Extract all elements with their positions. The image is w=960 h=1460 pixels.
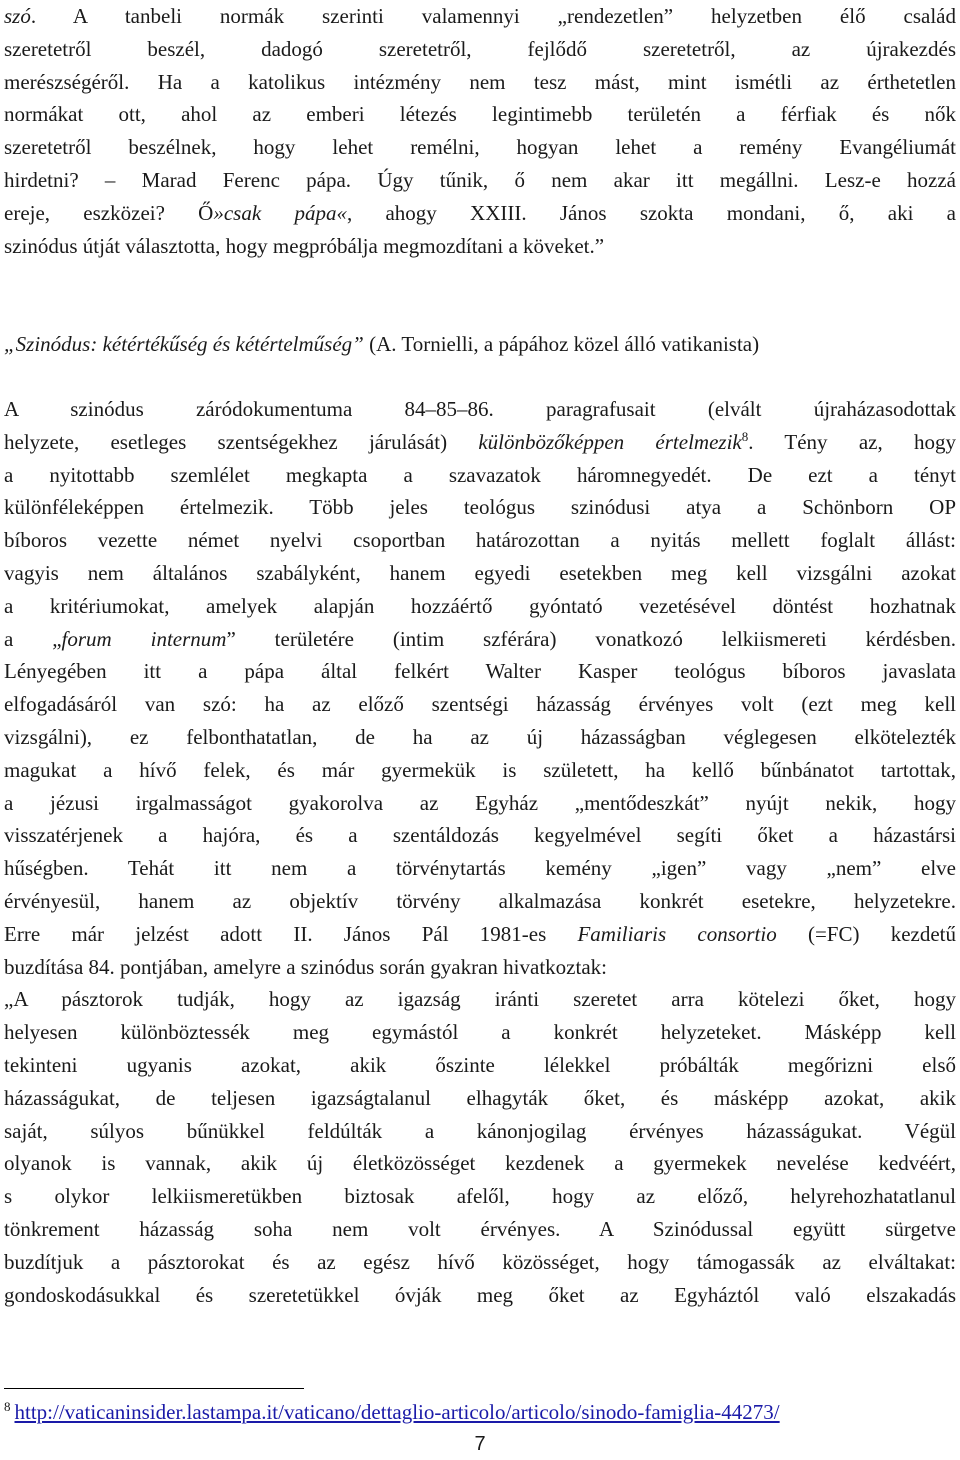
footnote-link[interactable]: http://vaticaninsider.lastampa.it/vaticano/dettaglio-articolo/articolo/sinodo-famiglia-44273/ — [14, 1400, 780, 1424]
text-line: a jézusi irgalmasságot gyakorolva az Egyház „mentődeszkát” nyújt nekik, hogy — [4, 790, 956, 815]
footnote-reference[interactable]: 8 — [741, 428, 749, 444]
footnote — [4, 1398, 780, 1426]
text-line: visszatérjenek a hajóra, és a szentáldozás kegyelmével segíti őket a házastársi — [4, 823, 956, 848]
text-line: vagyis nem általános szabályként, hanem egyedi esetekben meg kell vizsgálni azokat — [4, 560, 956, 585]
quote-line: s olykor lelkiismeretükben biztosak afelől, hogy az előző, helyrehozhatatlanul — [4, 1184, 956, 1209]
text-line: érvényesül, hanem az objektív törvény alkalmazása konkrét esetekre, helyzetekre. — [4, 888, 956, 913]
text-line: A szinódus záródokumentuma 84–85–86. paragrafusait (elvált újraházasodottak — [4, 397, 956, 421]
forum-internum-italic: forum internum — [61, 626, 227, 651]
footnote-divider — [4, 1388, 304, 1389]
kulonbozokeppen-italic: különbözőképpen értelmezik — [478, 429, 742, 454]
text-line: a „forum internum” területére (intim szférára) vonatkozó lelkiismereti kérdésben. — [4, 626, 956, 651]
heading-title: „Szinódus: kétértékűség és kétértelműség” — [4, 332, 364, 356]
quote-line: saját, súlyos bűnükkel feldúlták a kánonjogilag érvényes házasságukat. Végül — [4, 1118, 956, 1143]
text-line: Lényegében itt a pápa által felkért Walter Kasper teológus bíboros javaslata — [4, 659, 956, 684]
top-paragraph — [4, 0, 956, 262]
quote-line: olyanok is vannak, akik új életközösséget kezdenek a gyermekek nevelése kedvéért, — [4, 1151, 956, 1176]
text-line: helyzete, esetleges szentségekhez járulását) különbözőképpen értelmezik$^8$. Tény az, hogy — [4, 428, 956, 454]
quote-line: helyesen különböztessék meg egymástól a konkrét helyzeteket. Másképp kell — [4, 1020, 956, 1045]
quote-line: „A pásztorok tudják, hogy az igazság iránti szeretet arra kötelezi őket, hogy — [4, 987, 956, 1012]
quote-line: tekinteni ugyanis azokat, akik őszinte lélekkel próbálták megőrizni első — [4, 1052, 956, 1077]
text-line: merészségéről. Ha a katolikus intézmény nem tesz mást, mint ismétli az érthetetlen — [4, 69, 956, 94]
main-paragraph — [4, 393, 956, 1311]
csak-papa-italic: »csak pápa« — [213, 200, 347, 225]
footnote-number: 8 — [4, 1399, 11, 1414]
quote-line: házasságukat, de teljesen igazságtalanul elhagyták őket, és másképp azokat, akik — [4, 1085, 956, 1110]
quote-line: tönkrement házasság soha nem volt érvényes. A Szinódussal együtt sürgetve — [4, 1216, 956, 1241]
text-line: elfogadásáról van szó: ha az előző szentségi házasság érvényes volt (ezt meg kell — [4, 692, 956, 717]
text-line: buzdítása 84. pontjában, amelyre a szinódus során gyakran hivatkoztak: — [4, 954, 607, 979]
text-line: különféleképpen értelmezik. Több jeles teológus szinódusi atya a Schönborn OP — [4, 495, 956, 520]
heading-attribution: (A. Tornielli, a pápához közel álló vatikanista) — [363, 332, 760, 356]
text-line: szinódus útját választotta, hogy megpróbálja megmozdítani a köveket.” — [4, 233, 605, 258]
text-line: ereje, eszközei? Ő»csak pápa«, ahogy XXIII. János szokta mondani, ő, aki a — [4, 200, 956, 225]
text-line: a kritériumokat, amelyek alapján hozzáértő gyóntató vezetésével döntést hozhatnak — [4, 593, 956, 618]
text-line: hirdetni? – Marad Ferenc pápa. Úgy tűnik, ő nem akar itt megállni. Lesz-e hozzá — [4, 167, 956, 192]
text-line: szeretetről beszél, dadogó szeretetről, fejlődő szeretetről, az újrakezdés — [4, 36, 956, 61]
quote-line: gondoskodásukkal és szeretetükkel óvják meg őket az Egyháztól való elszakadás — [4, 1282, 956, 1307]
page-number: 7 — [474, 1433, 486, 1455]
text-line: szó. A tanbeli normák szerinti valamennyi „rendezetlen” helyzetben élő család — [4, 4, 956, 28]
section-heading — [4, 328, 956, 361]
quote-line: buzdítjuk a pásztorokat és az egész hívő közösséget, hogy támogassák az elváltakat: — [4, 1249, 956, 1274]
text-line: normákat ott, ahol az emberi létezés legintimebb területén a férfiak és nők — [4, 102, 956, 127]
text-line: Erre már jelzést adott II. János Pál 1981-es Familiaris consortio (=FC) kezdetű — [4, 921, 957, 946]
text-line: hűségben. Tehát itt nem a törvénytartás kemény „igen” vagy „nem” elve — [4, 856, 956, 881]
text-line: szeretetről beszélnek, hogy lehet remélni, hogyan lehet a remény Evangéliumát — [4, 135, 956, 160]
text-line: vizsgálni), ez felbonthatatlan, de ha az új házasságban véglegesen elkötelezték — [4, 724, 956, 749]
lead-italic: szó — [4, 4, 31, 28]
text-line: magukat a hívő felek, és már gyermekük is született, ha kellő bűnbánatot tartottak, — [4, 757, 956, 782]
familiaris-consortio-italic: Familiaris consortio — [577, 921, 777, 946]
text-line: bíboros vezette német nyelvi csoportban határozottan a nyitás mellett foglalt állást: — [4, 528, 956, 553]
text-line: a nyitottabb szemlélet megkapta a szavazatok háromnegyedét. De ezt a tényt — [4, 462, 956, 487]
